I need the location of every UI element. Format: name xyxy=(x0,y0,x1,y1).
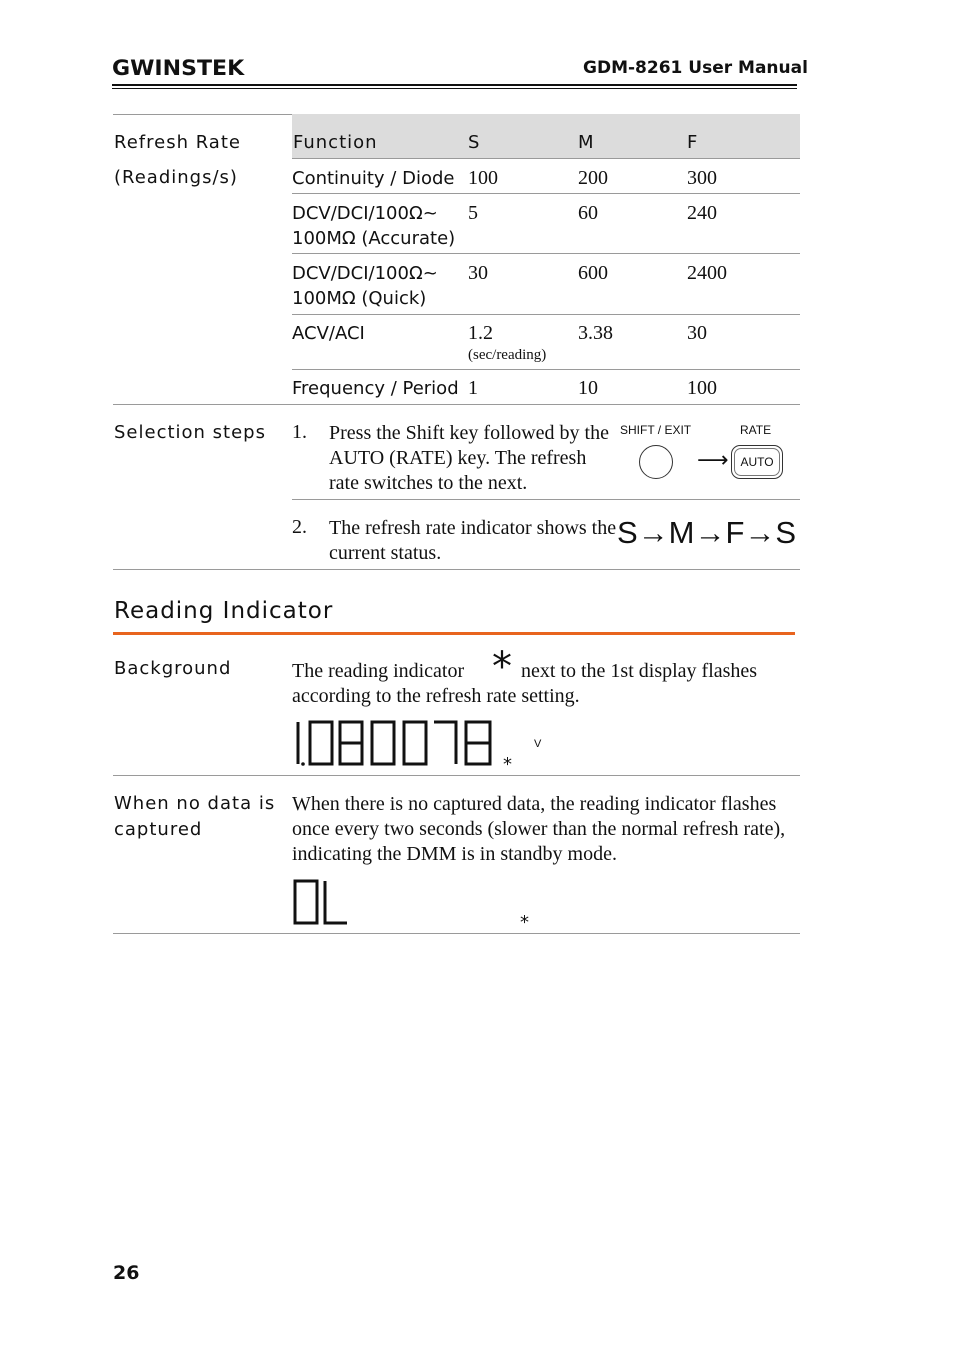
step-number: 2. xyxy=(292,516,307,538)
section-title: Reading Indicator xyxy=(114,598,334,624)
section-title-rule xyxy=(113,632,795,635)
background-label: Background xyxy=(114,658,232,679)
table-divider xyxy=(292,158,800,159)
column-header-m: M xyxy=(578,132,595,153)
column-header-f: F xyxy=(687,132,699,153)
table-cell-function: DCV/DCI/100Ω~ xyxy=(292,263,438,284)
table-cell-f: 100 xyxy=(687,377,717,399)
lcd-digit xyxy=(372,722,394,764)
refresh-rate-label: Refresh Rate xyxy=(114,132,241,153)
table-cell-f: 30 xyxy=(687,322,707,344)
column-header-s: S xyxy=(468,132,481,153)
table-cell-note: (sec/reading) xyxy=(468,347,547,363)
table-cell-f: 2400 xyxy=(687,262,727,284)
no-data-text: When there is no captured data, the reading indicator flashes once every two seconds (slower than the normal refresh rate), indicating the DMM is in standby mode. xyxy=(292,793,786,865)
section-divider xyxy=(113,775,800,776)
table-cell-s: 1.2 xyxy=(468,322,493,344)
step-text: The refresh rate indicator shows the current status. xyxy=(329,517,617,564)
background-text: The reading indicator xyxy=(292,660,465,682)
background-text: next to the 1st display flashes xyxy=(521,660,758,682)
table-cell-m: 3.38 xyxy=(578,322,613,344)
shift-exit-button xyxy=(639,445,673,479)
table-cell-function: ACV/ACI xyxy=(292,323,365,344)
table-cell-function: DCV/DCI/100Ω~ xyxy=(292,203,438,224)
lcd-digit xyxy=(325,881,347,923)
table-cell-f: 240 xyxy=(687,202,717,224)
section-divider xyxy=(113,404,800,405)
divider xyxy=(113,114,292,115)
lcd-digit xyxy=(434,722,456,764)
table-divider xyxy=(292,193,800,194)
table-cell-m: 600 xyxy=(578,262,608,284)
table-cell-m: 10 xyxy=(578,377,598,399)
table-cell-m: 60 xyxy=(578,202,598,224)
table-cell-function: Frequency / Period xyxy=(292,378,459,399)
section-divider xyxy=(113,933,800,934)
section-divider xyxy=(113,569,800,570)
column-header-function: Function xyxy=(293,132,378,153)
unit-label: V xyxy=(534,738,542,750)
table-cell-s: 1 xyxy=(468,377,478,399)
rate-sequence: S→M→F→S xyxy=(617,515,797,550)
step-number: 1. xyxy=(292,421,307,443)
no-data-label-cont: captured xyxy=(114,819,203,840)
shift-exit-label: SHIFT / EXIT xyxy=(620,423,692,437)
reading-indicator-icon: * xyxy=(492,644,512,690)
no-data-label: When no data is xyxy=(114,793,276,814)
table-cell-function-cont: 100MΩ (Accurate) xyxy=(292,228,456,249)
reading-indicator-icon: * xyxy=(520,912,529,933)
manual-title: GDM-8261 User Manual xyxy=(583,58,808,78)
table-cell-function-cont: 100MΩ (Quick) xyxy=(292,288,427,309)
table-divider xyxy=(292,369,800,370)
lcd-digit xyxy=(404,722,426,764)
reading-indicator-icon: * xyxy=(503,754,512,775)
page-number: 26 xyxy=(113,1262,140,1284)
header-rule xyxy=(112,84,797,86)
readings-per-second-label: (Readings/s) xyxy=(114,167,238,188)
gwinstek-logo: GWINSTEK xyxy=(112,56,245,80)
lcd-display-reading xyxy=(292,718,502,770)
lcd-display-overload xyxy=(292,877,352,929)
selection-steps-label: Selection steps xyxy=(114,422,266,443)
table-cell-s: 30 xyxy=(468,262,488,284)
step-divider xyxy=(292,499,800,500)
lcd-decimal-point xyxy=(301,762,305,766)
header-rule-thin xyxy=(112,88,797,89)
table-divider xyxy=(292,314,800,315)
step-text: Press the Shift key followed by the AUTO (RATE) key. The refresh rate switches to the next. xyxy=(329,422,609,494)
lcd-digit xyxy=(340,722,362,764)
table-divider xyxy=(292,253,800,254)
table-cell-s: 5 xyxy=(468,202,478,224)
lcd-digit xyxy=(295,881,317,923)
table-cell-f: 300 xyxy=(687,167,717,189)
lcd-digit xyxy=(466,722,490,764)
lcd-digit xyxy=(310,722,332,764)
table-cell-function: Continuity / Diode xyxy=(292,168,455,189)
rate-label: RATE xyxy=(740,423,772,437)
table-cell-s: 100 xyxy=(468,167,498,189)
background-text: according to the refresh rate setting. xyxy=(292,685,580,707)
auto-rate-button: AUTO xyxy=(731,445,783,479)
table-cell-m: 200 xyxy=(578,167,608,189)
arrow-right-icon: ⟶ xyxy=(697,448,729,473)
